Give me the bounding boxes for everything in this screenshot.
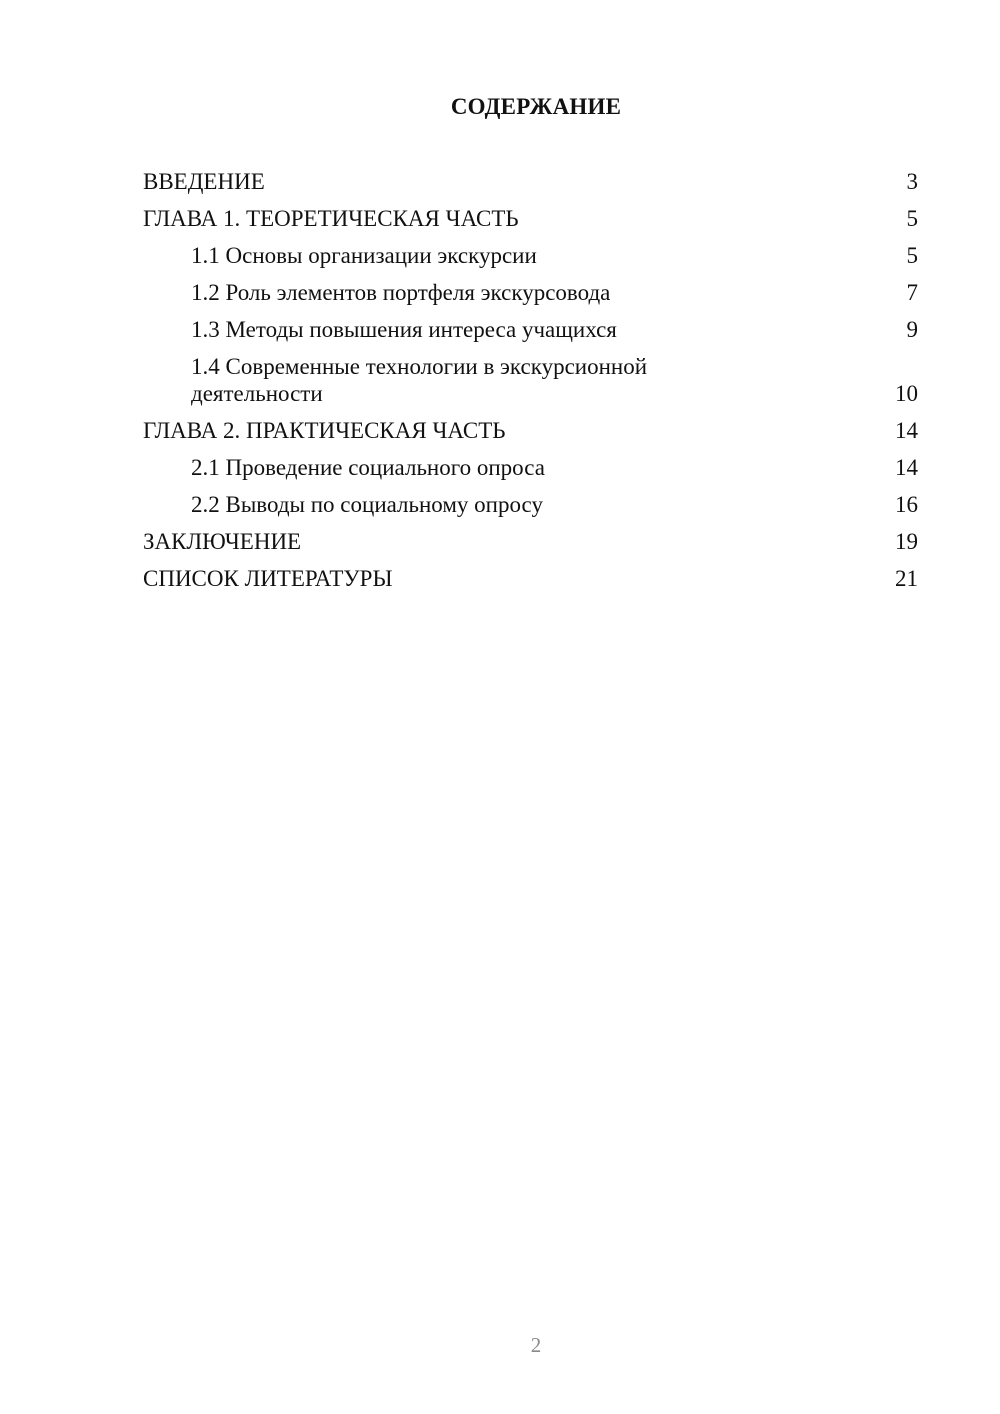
toc-entry-title: 1.3 Методы повышения интереса учащихся [191,317,617,342]
page-title: СОДЕРЖАНИЕ [450,94,622,119]
toc-entry-page: 5 [906,206,918,231]
toc-entry-section-2-2[interactable] [143,491,918,518]
toc-entry-title: ЗАКЛЮЧЕНИЕ [143,529,302,554]
toc-entry-conclusion[interactable] [143,528,918,555]
toc-entry-title: ГЛАВА 1. ТЕОРЕТИЧЕСКАЯ ЧАСТЬ [143,206,519,231]
page-number: 2 [530,1333,542,1357]
toc-entry-page: 21 [895,566,918,591]
table-of-contents [143,168,918,602]
toc-entry-section-1-2[interactable] [143,279,918,306]
toc-entry-references[interactable] [143,565,918,592]
toc-entry-introduction[interactable] [143,168,918,195]
toc-entry-page: 16 [895,492,918,517]
toc-entry-page: 7 [906,280,918,305]
toc-entry-chapter-1[interactable] [143,205,918,232]
toc-entry-page: 14 [895,455,918,480]
toc-entry-section-2-1[interactable] [143,454,918,481]
toc-entry-section-1-1[interactable] [143,242,918,269]
toc-entry-section-1-4[interactable] [143,353,918,407]
toc-entry-page: 19 [895,529,918,554]
toc-entry-chapter-2[interactable] [143,417,918,444]
toc-entry-page: 10 [895,381,918,406]
toc-entry-title: 1.1 Основы организации экскурсии [191,243,537,268]
toc-entry-title: ГЛАВА 2. ПРАКТИЧЕСКАЯ ЧАСТЬ [143,418,506,443]
toc-entry-page: 3 [906,169,918,194]
toc-entry-title: 2.1 Проведение социального опроса [191,455,545,480]
toc-entry-title: 1.2 Роль элементов портфеля экскурсовода [191,280,611,305]
toc-entry-title: ВВЕДЕНИЕ [143,169,265,194]
toc-entry-page: 9 [906,317,918,342]
toc-entry-title: 2.2 Выводы по социальному опросу [191,492,543,517]
toc-entry-title: СПИСОК ЛИТЕРАТУРЫ [143,566,393,591]
toc-entry-page: 5 [906,243,918,268]
toc-entry-page: 14 [895,418,918,443]
toc-entry-section-1-3[interactable] [143,316,918,343]
toc-entry-title: 1.4 Современные технологии в экскурсионной деятельности [191,354,648,406]
